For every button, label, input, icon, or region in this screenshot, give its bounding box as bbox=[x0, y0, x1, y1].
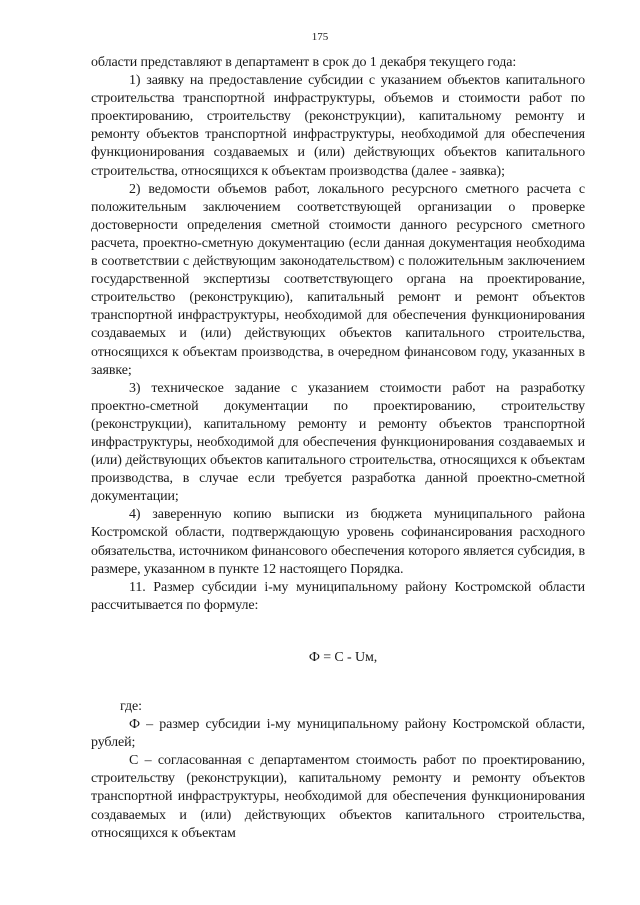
definition-c: С – согласованная с департаментом стоимость работ по проектированию, строительству (реконструкции), капитальному ремонту и ремонту объектов транспортной инфраструктуры, необходимой для обеспечения функционирования создаваемых и (или) действующих объектов капитального строительства, относящихся к объектам bbox=[91, 753, 585, 841]
definition-phi: Ф – размер субсидии i-му муниципальному району Костромской области, рублей; bbox=[91, 717, 585, 751]
page-number: 175 bbox=[311, 31, 329, 43]
paragraph-intro: области представляют в департамент в срок до 1 декабря текущего года: bbox=[91, 55, 517, 70]
where-label: где: bbox=[120, 699, 142, 714]
list-item-2: 2) ведомости объемов работ, локального ресурсного сметного расчета с положительным заключением соответствующей организации о проверке достоверности определения сметной стоимости данного ресурсного сметного расчета, проектно-сметную документацию (если данная документация необходима в соответствии с действующим законодательством) с положительным заключением государственной экспертизы соответствующего органа на проектирование, строительство (реконструкцию), капитальный ремонт и ремонт объектов транспортной инфраструктуры, необходимой для обеспечения функционирования создаваемых и (или) действующих объектов капитального строительства, относящихся к объектам производства, в очередном финансовом году, указанных в заявке; bbox=[91, 181, 585, 378]
list-item-1: 1) заявку на предоставление субсидии с указанием объектов капитального строительства транспортной инфраструктуры, объемов и стоимости работ по проектированию, строительству (реконструкции), капитальному ремонту и ремонту объектов транспортной инфраструктуры, необходимой для обеспечения функционирования создаваемых и (или) действующих объектов капитального строительства, относящихся к объектам производства (далее - заявка); bbox=[91, 73, 585, 179]
document-body bbox=[91, 54, 585, 843]
formula: Ф = С - Uм, bbox=[308, 649, 378, 665]
list-item-3: 3) техническое задание с указанием стоимости работ на разработку проектно-сметной документации по проектированию, строительству (реконструкции), капитальному ремонту и ремонту объектов транспортной инфраструктуры, необходимой для обеспечения функционирования создаваемых и (или) действующих объектов капитального строительства, относящихся к объектам производства, в случае если требуется разработка данной проектно-сметной документации; bbox=[91, 380, 585, 505]
paragraph-11: 11. Размер субсидии i-му муниципальному району Костромской области рассчитывается по формуле: bbox=[91, 579, 585, 613]
list-item-4: 4) заверенную копию выписки из бюджета муниципального района Костромской области, подтверждающую уровень софинансирования расходного обязательства, источником финансового обеспечения которого является субсидия, в размере, указанном в пункте 12 настоящего Порядка. bbox=[91, 507, 585, 577]
